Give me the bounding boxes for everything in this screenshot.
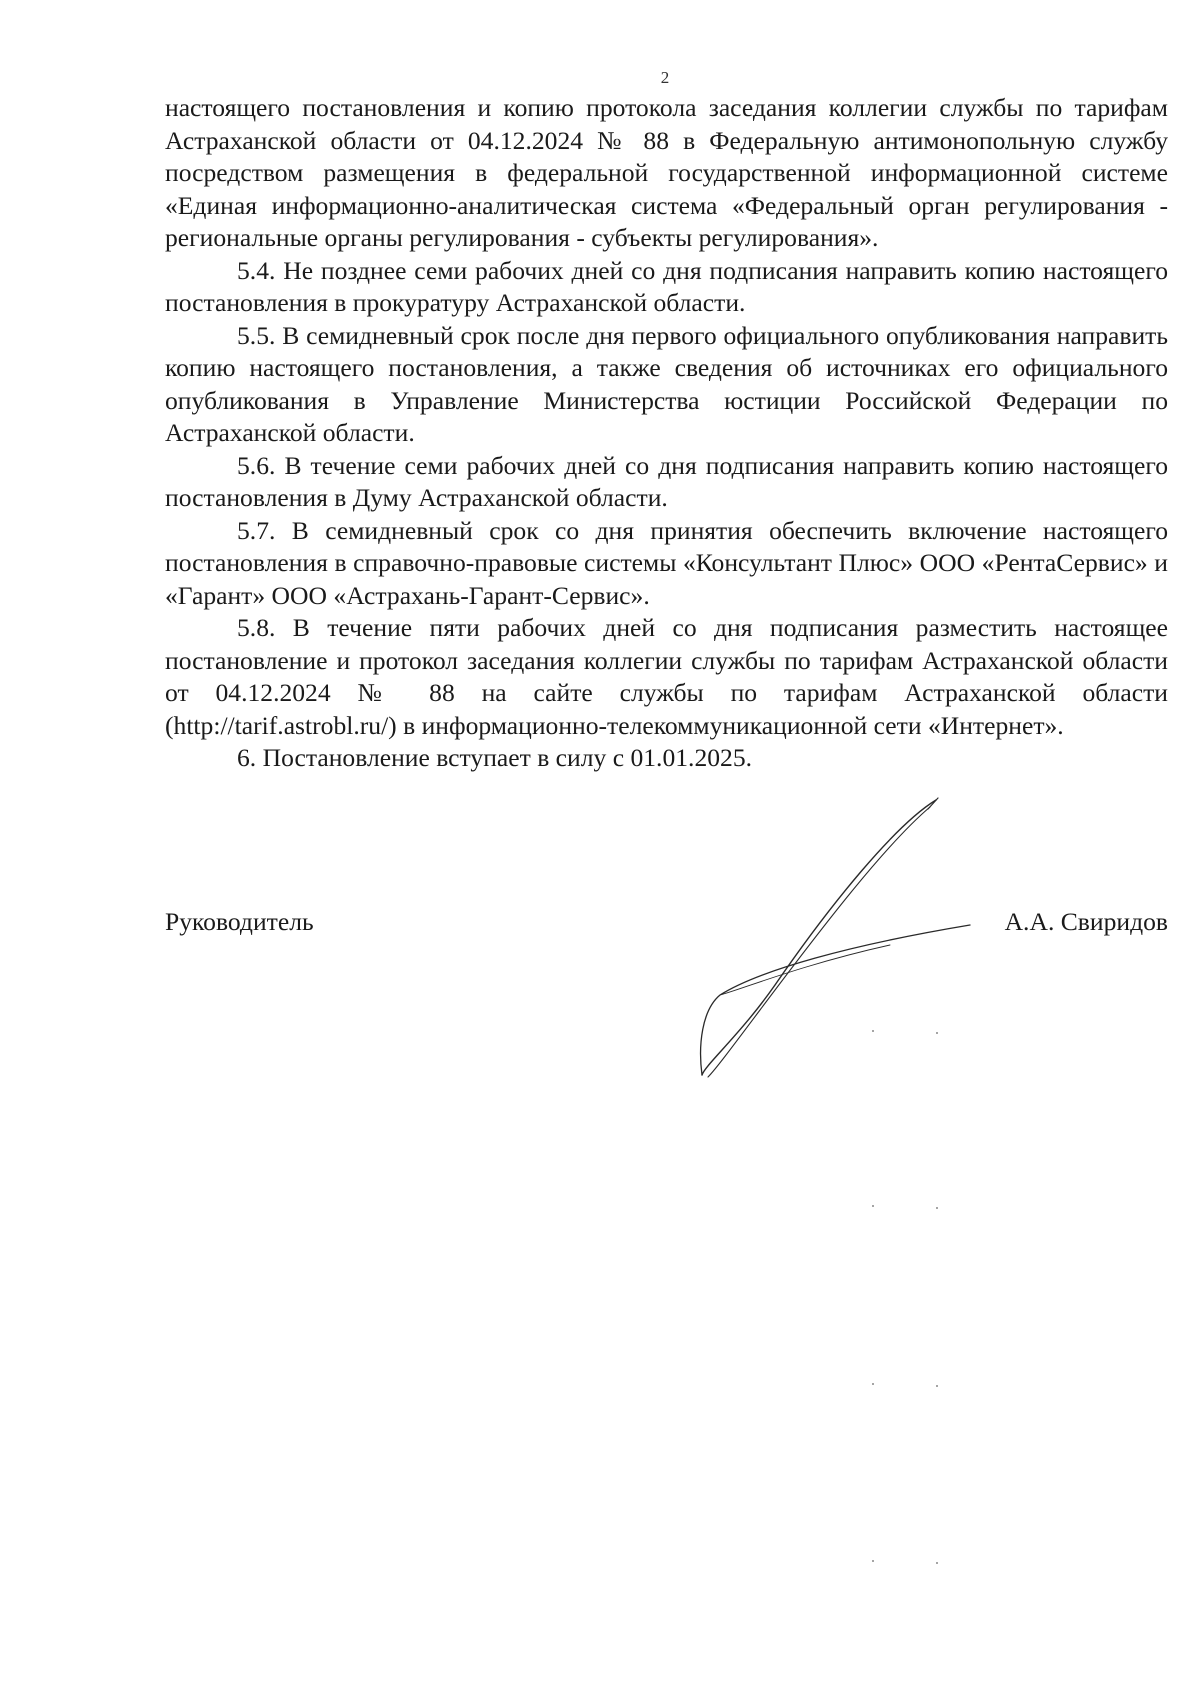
scan-speck: [872, 1030, 874, 1032]
signatory-role: Руководитель: [165, 907, 314, 936]
signatory-name: А.А. Свиридов: [1004, 907, 1168, 936]
paragraph-5-4: 5.4. Не позднее семи рабочих дней со дня подписания направить копию настоящего постановления в прокуратуру Астраханской области.: [165, 255, 1168, 317]
paragraph-5-6: 5.6. В течение семи рабочих дней со дня подписания направить копию настоящего постановления в Думу Астраханской области.: [165, 450, 1168, 512]
paragraph-5-5: 5.5. В семидневный срок после дня первого официального опубликования направить копию настоящего постановления, а также сведения об источниках его официального опубликования в Управление Министерства юстиции Российской Федерации по Астраханской области.: [165, 320, 1168, 447]
scan-speck: [936, 1207, 938, 1209]
handwritten-signature: [680, 795, 980, 1085]
scan-speck: [872, 1205, 874, 1207]
scan-speck: [936, 1032, 938, 1034]
paragraph-5-8: 5.8. В течение пяти рабочих дней со дня подписания разместить настоящее постановление и протокол заседания коллегии службы по тарифам Астраханской области от 04.12.2024 № 88 на сайте службы по тарифам Астраханской области (http://tarif.astrobl.ru/) в информационно-телекоммуникационной сети «Интернет».: [165, 613, 1168, 740]
paragraph-continuation: настоящего постановления и копию протокола заседания коллегии службы по тарифам Астраханской области от 04.12.2024 № 88 в Федеральную антимонопольную службу посредством размещения в федеральной государственной информационной системе «Единая информационно-аналитическая система «Федеральный орган регулирования - региональные органы регулирования - субъекты регулирования».: [165, 93, 1168, 252]
scan-speck: [936, 1562, 938, 1564]
paragraph-5-7: 5.7. В семидневный срок со дня принятия обеспечить включение настоящего постановления в справочно-правовые системы «Консультант Плюс» ООО «РентаСервис» и «Гарант» ООО «Астрахань-Гарант-Сервис».: [165, 515, 1168, 610]
document-body: [165, 92, 1168, 775]
scan-speck: [872, 1383, 874, 1385]
page-number: 2: [660, 68, 670, 87]
scan-speck: [936, 1385, 938, 1387]
scan-speck: [872, 1560, 874, 1562]
paragraph-6: 6. Постановление вступает в силу с 01.01.2025.: [237, 743, 753, 772]
